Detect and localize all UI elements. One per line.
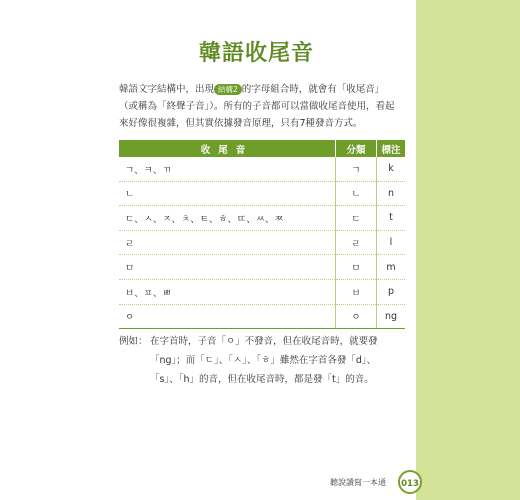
row-category: ㅂ — [336, 279, 377, 304]
row-category: ㄴ — [336, 181, 377, 206]
page-number: 013 — [398, 470, 422, 494]
example-lines — [150, 332, 412, 389]
row-note: k — [377, 157, 406, 181]
row-note: l — [377, 230, 406, 255]
row-consonants: ㅇ — [119, 304, 336, 329]
table-row — [119, 304, 405, 329]
row-consonants: ㄷ、ㅅ、ㅈ、ㅊ、ㅌ、ㅎ、ㄸ、ㅆ、ㅉ — [119, 206, 336, 231]
example-label: 例如： — [119, 336, 148, 347]
coda-table — [119, 140, 405, 329]
intro-line-1 — [119, 81, 411, 98]
header-note: 標注 — [377, 140, 406, 157]
structure-badge: 結構2 — [214, 84, 242, 95]
intro-line-3: 來好像很複雜，但其實依據發音原理，只有7種發音方式。 — [119, 118, 363, 129]
row-consonants: ㅂ、ㅍ、ㅃ — [119, 279, 336, 304]
row-consonants: ㄹ — [119, 230, 336, 255]
row-category: ㅁ — [336, 255, 377, 280]
row-note: t — [377, 206, 406, 231]
intro-line-2: （或稱為「終聲子音」）。所有的子音都可以當做收尾音使用，看起 — [119, 101, 395, 112]
row-note: n — [377, 181, 406, 206]
example-line-2: 「ng」；而「ㄷ」、「ㅅ」、「ㅎ」雖然在字首各發「d」、 — [150, 355, 377, 366]
table-row — [119, 255, 405, 280]
intro-paragraph — [119, 81, 411, 132]
table-row — [119, 206, 405, 231]
header-category: 分類 — [336, 140, 377, 157]
row-note: m — [377, 255, 406, 280]
row-category: ㅇ — [336, 304, 377, 329]
table-row — [119, 279, 405, 304]
table-row — [119, 181, 405, 206]
row-note: p — [377, 279, 406, 304]
side-panel — [416, 0, 520, 500]
example-line-1: 在字首時，子音「ㅇ」不發音，但在收尾音時，就要發 — [150, 336, 378, 347]
page-title: 韓語收尾音 — [198, 41, 314, 66]
row-consonants: ㄱ、ㅋ、ㄲ — [119, 157, 336, 181]
book-title-footer: 聽說讀寫一本通 — [330, 478, 386, 487]
intro-line-1-b: 的字母組合時，就會有「收尾音」 — [241, 84, 385, 95]
row-consonants: ㅁ — [119, 255, 336, 280]
table-row — [119, 230, 405, 255]
header-consonants: 收尾音 — [119, 140, 336, 157]
table-header-row — [119, 140, 405, 157]
row-consonants: ㄴ — [119, 181, 336, 206]
row-category: ㄱ — [336, 157, 377, 181]
row-category: ㄹ — [336, 230, 377, 255]
row-note: ng — [377, 304, 406, 329]
table-row — [119, 157, 405, 181]
intro-line-1-a: 韓語文字結構中，出現 — [119, 84, 215, 95]
row-category: ㄷ — [336, 206, 377, 231]
example-line-3: 「s」、「h」的音，但在收尾音時，都是發「t」的音。 — [150, 374, 374, 385]
